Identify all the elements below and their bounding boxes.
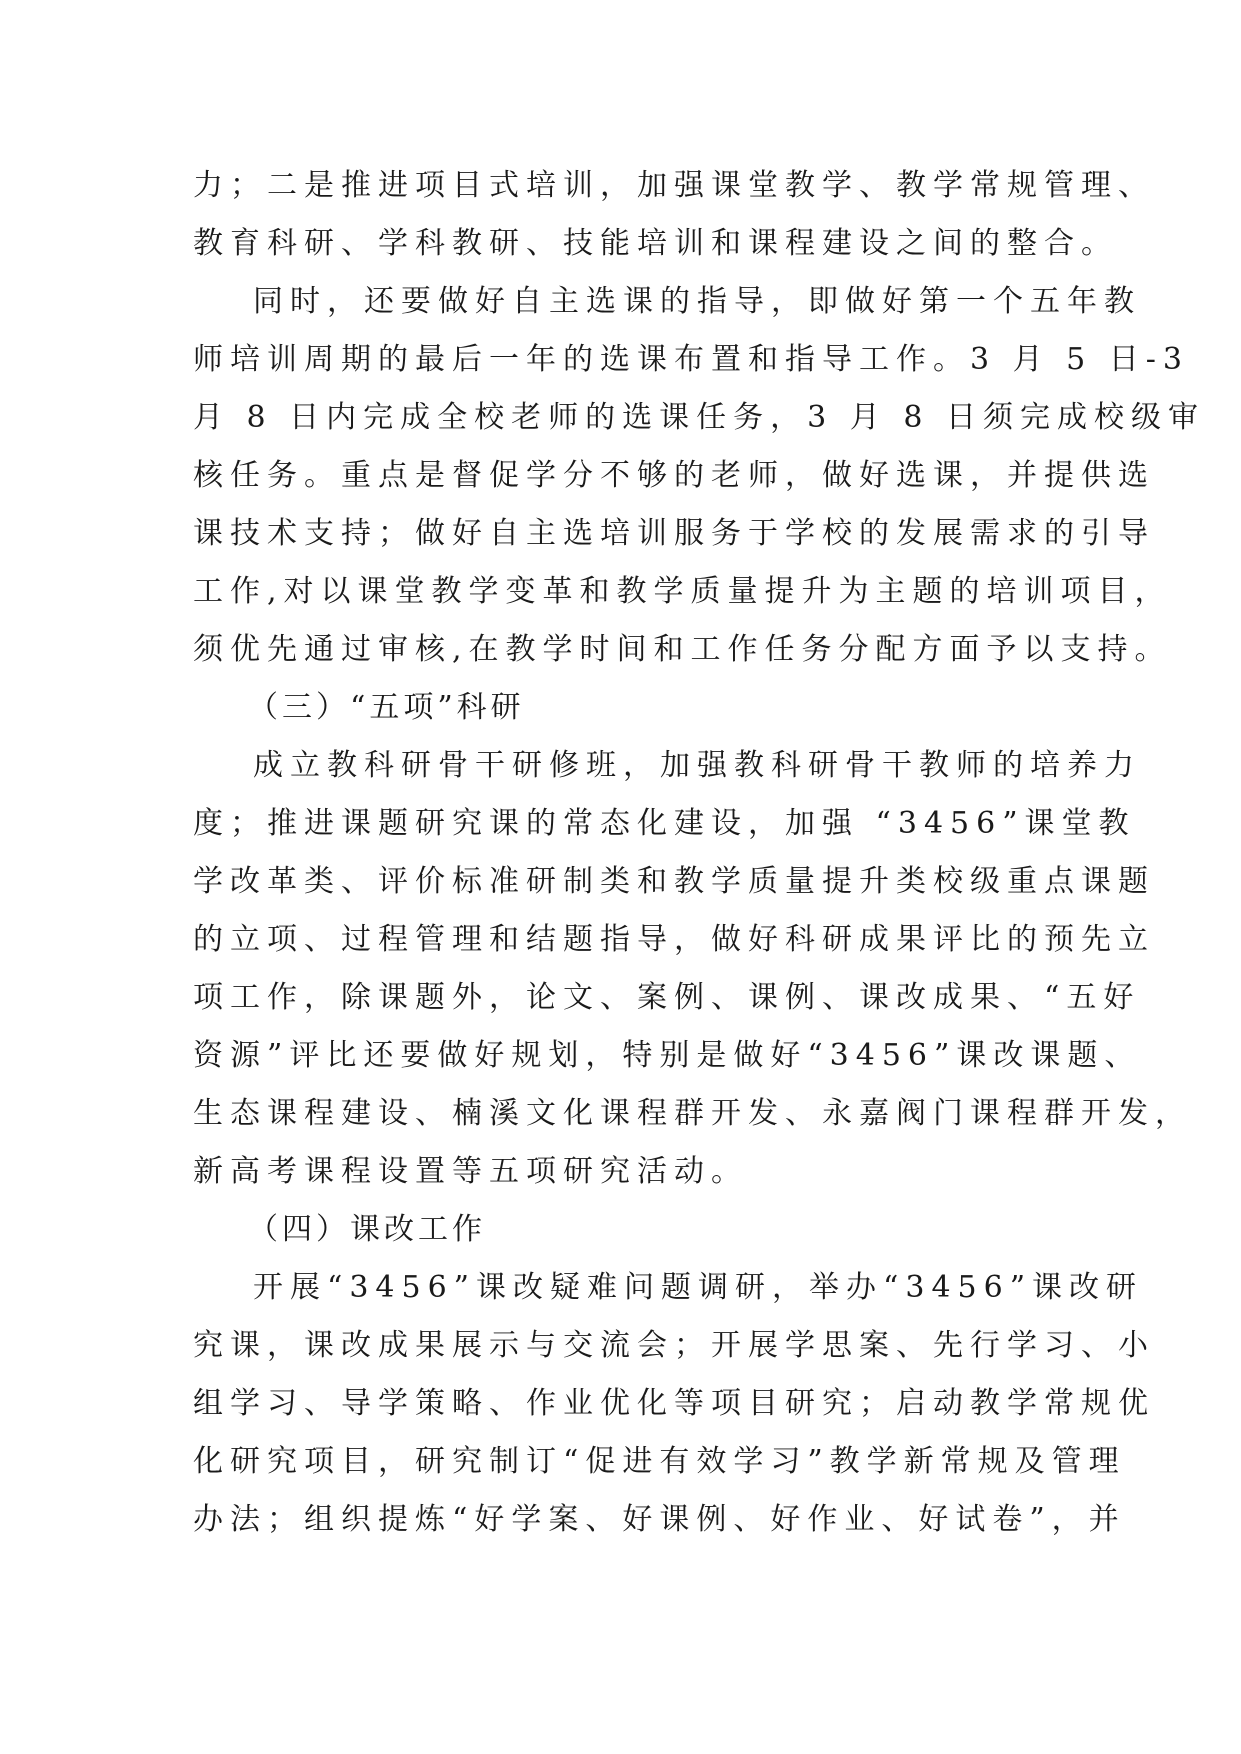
text-line: 师培训周期的最后一年的选课布置和指导工作。3 月 5 日-3: [193, 342, 1190, 377]
paragraph-first-line: 成立教科研骨干研修班，加强教科研骨干教师的培养力: [253, 748, 1141, 783]
section-heading: （四）课改工作: [248, 1212, 486, 1247]
text-line: 究课，课改成果展示与交流会；开展学思案、先行学习、小: [193, 1328, 1155, 1363]
text-line: 教育科研、学科教研、技能培训和课程建设之间的整合。: [193, 226, 1118, 261]
text-line: 组学习、导学策略、作业优化等项目研究；启动教学常规优: [193, 1386, 1155, 1421]
text-line: 月 8 日内完成全校老师的选课任务，3 月 8 日须完成校级审: [193, 400, 1205, 435]
text-line: 度；推进课题研究课的常态化建设，加强 “3456”课堂教: [193, 806, 1136, 841]
section-heading: （三）“五项”科研: [248, 690, 525, 725]
paragraph-first-line: 同时，还要做好自主选课的指导，即做好第一个五年教: [253, 284, 1141, 319]
text-line: 项工作，除课题外，论文、案例、课例、课改成果、“五好: [193, 980, 1141, 1015]
text-line: 学改革类、评价标准研制类和教学质量提升类校级重点课题: [193, 864, 1155, 899]
text-line: 工作,对以课堂教学变革和教学质量提升为主题的培训项目，: [193, 574, 1172, 609]
text-line: 的立项、过程管理和结题指导，做好科研成果评比的预先立: [193, 922, 1155, 957]
text-line: 资源”评比还要做好规划，特别是做好“3456”课改课题、: [193, 1038, 1142, 1073]
text-line: 课技术支持；做好自主选培训服务于学校的发展需求的引导: [193, 516, 1155, 551]
text-line: 新高考课程设置等五项研究活动。: [193, 1154, 748, 1189]
text-line: 化研究项目，研究制订“促进有效学习”教学新常规及管理: [193, 1444, 1126, 1479]
text-line: 须优先通过审核,在教学时间和工作任务分配方面予以支持。: [193, 632, 1172, 667]
text-line: 办法；组织提炼“好学案、好课例、好作业、好试卷”，并: [193, 1502, 1126, 1537]
text-line: 力；二是推进项目式培训，加强课堂教学、教学常规管理、: [193, 168, 1155, 203]
text-line: 核任务。重点是督促学分不够的老师，做好选课，并提供选: [193, 458, 1155, 493]
paragraph-first-line: 开展“3456”课改疑难问题调研，举办“3456”课改研: [253, 1270, 1144, 1305]
text-line: 生态课程建设、楠溪文化课程群开发、永嘉阀门课程群开发，: [193, 1096, 1192, 1131]
